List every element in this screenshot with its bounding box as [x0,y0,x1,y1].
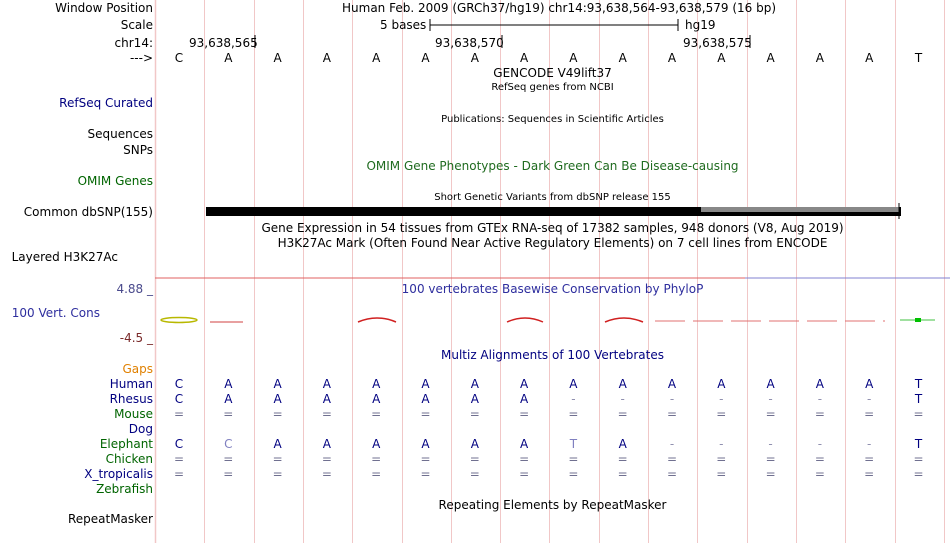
reference-base: C [174,51,184,65]
position-marker-2: 93,638,570 [435,36,504,50]
reference-base: A [865,51,874,65]
alignment-base: - [768,437,773,451]
alignment-base: T [569,437,578,451]
alignment-base: = [272,407,283,421]
alignment-base: = [568,407,579,421]
reference-base: A [717,51,726,65]
vert-cons-label[interactable]: 100 Vert. Cons [11,306,100,320]
reference-base: A [273,51,282,65]
window-position-label: Window Position [55,1,153,15]
repeatmasker-title[interactable]: Repeating Elements by RepeatMasker [438,498,667,512]
repeatmasker-label[interactable]: RepeatMasker [67,512,153,526]
window-position-value: Human Feb. 2009 (GRCh37/hg19) chr14:93,638,564-93,638,579 (16 bp) [342,1,777,15]
alignment-base: - [669,392,675,406]
reference-base: A [224,51,233,65]
alignment-base: A [569,377,578,391]
alignment-base: = [519,467,530,481]
reference-base: A [421,51,430,65]
alignment-base: A [421,377,430,391]
alignment-base: = [666,407,678,421]
alignment-base: A [667,377,677,391]
gtex-title[interactable]: Gene Expression in 54 tissues from GTEx RNA-seq of 17382 samples, 948 donors (V8, Aug 2019) [261,221,844,235]
alignment-base: - [719,437,724,451]
alignment-base: = [371,467,382,481]
alignment-base: = [765,467,776,481]
alignment-base: - [768,392,773,406]
alignment-base: A [815,377,824,391]
alignment-base: A [322,392,331,406]
strand-label: ---> [129,51,153,65]
alignment-base: = [173,467,185,481]
alignment-base: = [223,407,234,421]
alignment-base: = [617,467,628,481]
dbsnp-title[interactable]: Short Genetic Variants from dbSNP release 155 [434,192,671,203]
alignment-base: = [469,467,480,481]
alignment-base: = [223,452,234,466]
h3k27ac-title[interactable]: H3K27Ac Mark (Often Found Near Active Regulatory Elements) on 7 cell lines from ENCODE [277,236,828,250]
position-marker-3: 93,638,575 [683,36,752,50]
alignment-base: = [814,407,825,421]
reference-base: A [766,51,775,65]
alignment-base: = [666,467,678,481]
layered-h3k27ac-label[interactable]: Layered H3K27Ac [11,250,118,264]
alignment-base: A [519,437,529,451]
publications-title[interactable]: Publications: Sequences in Scientific Articles [441,114,664,125]
alignment-base: - [719,392,724,406]
alignment-base: = [617,452,628,466]
alignment-base: = [913,467,924,481]
reference-base: A [519,51,529,65]
alignment-base: = [716,452,727,466]
alignment-base: A [273,377,282,391]
scale-label: Scale [120,18,153,32]
alignment-base: = [568,467,579,481]
alignment-base: = [666,452,678,466]
alignment-base: = [814,467,825,481]
chromosome-label: chr14: [114,36,153,50]
alignment-base: = [617,407,628,421]
alignment-base: - [867,437,872,451]
alignment-base: = [716,467,727,481]
alignment-base: T [914,377,923,391]
alignment-base: = [272,467,283,481]
species-label[interactable]: Dog [128,422,153,436]
reference-base: A [372,51,381,65]
alignment-base: = [519,407,530,421]
conservation-plot [155,308,950,328]
reference-base: A [470,51,479,65]
alignment-base: A [322,437,331,451]
alignment-base: = [765,407,776,421]
alignment-base: - [867,392,872,406]
refseq-subtitle: RefSeq genes from NCBI [491,82,614,93]
dbsnp-feature-bar[interactable] [155,203,950,219]
alignment-base: = [420,407,431,421]
alignment-base: A [273,392,282,406]
gencode-title[interactable]: GENCODE V49lift37 [493,66,612,80]
alignment-base: A [766,377,775,391]
alignment-base: A [618,377,627,391]
alignment-base: = [913,407,924,421]
snps-label[interactable]: SNPs [123,143,153,157]
alignment-base: A [372,437,381,451]
alignment-base: A [470,377,479,391]
position-marker-1: 93,638,565 [189,36,258,50]
alignment-base: A [421,392,430,406]
multiz-title[interactable]: Multiz Alignments of 100 Vertebrates [440,348,665,362]
alignment-base: = [371,452,382,466]
alignment-base: = [173,407,185,421]
alignment-base: = [321,407,332,421]
alignment-base: = [469,407,480,421]
alignment-base: A [865,377,874,391]
alignment-base: = [864,467,875,481]
alignment-base: - [620,392,625,406]
refseq-curated-label[interactable]: RefSeq Curated [59,96,153,110]
alignment-base: A [717,377,726,391]
alignment-base: = [371,407,382,421]
reference-base: A [569,51,578,65]
species-label[interactable]: Rhesus [109,392,153,406]
alignment-base: A [421,437,430,451]
reference-base: A [815,51,824,65]
alignment-base: = [420,452,431,466]
reference-base: A [618,51,627,65]
alignment-base: A [618,437,627,451]
alignment-base: = [420,467,431,481]
alignment-base: = [519,452,530,466]
alignment-base: = [272,452,283,466]
alignment-base: C [174,392,184,406]
species-label[interactable]: Mouse [114,407,153,421]
phylop-title[interactable]: 100 vertebrates Basewise Conservation by PhyloP [401,282,704,296]
alignment-base: = [321,452,332,466]
alignment-base: A [372,377,381,391]
alignment-base: A [224,377,233,391]
reference-base: A [667,51,677,65]
position-ticks [250,34,760,50]
species-label[interactable]: Elephant [99,437,153,451]
alignment-base: - [817,437,823,451]
alignment-base: = [765,452,776,466]
gaps-label: Gaps [122,362,153,376]
alignment-base: A [322,377,331,391]
alignment-base: T [914,437,923,451]
alignment-base: T [914,392,923,406]
omim-genes-label[interactable]: OMIM Genes [77,174,153,188]
species-label[interactable]: Human [109,377,153,391]
alignment-base: = [913,452,924,466]
scale-assembly: hg19 [685,18,716,32]
omim-title[interactable]: OMIM Gene Phenotypes - Dark Green Can Be Disease-causing [366,159,739,173]
species-label[interactable]: Zebrafish [96,482,153,496]
alignment-base: = [814,452,825,466]
sequences-label[interactable]: Sequences [87,127,153,141]
alignment-base: C [174,377,184,391]
alignment-base: A [519,392,529,406]
alignment-base: = [223,467,234,481]
cons-max-label: 4.88 _ [116,282,153,296]
alignment-base: = [864,452,875,466]
alignment-base: C [224,437,233,451]
scale-value: 5 bases [380,18,427,32]
alignment-base: - [571,392,576,406]
alignment-base: = [568,452,579,466]
alignment-base: - [817,392,823,406]
cons-min-label: -4.5 _ [119,331,153,345]
alignment-base: A [224,392,233,406]
alignment-base: A [470,437,479,451]
alignment-base: = [469,452,480,466]
reference-base: A [322,51,331,65]
alignment-base: A [470,392,479,406]
common-dbsnp-label[interactable]: Common dbSNP(155) [23,205,153,219]
alignment-base: C [174,437,184,451]
species-label[interactable]: Chicken [105,452,153,466]
reference-base: T [914,51,923,65]
species-label[interactable]: X_tropicalis [84,467,153,481]
alignment-base: = [173,452,185,466]
alignment-base: = [716,407,727,421]
alignment-base: A [519,377,529,391]
scale-bar [428,18,682,32]
alignment-base: - [669,437,675,451]
alignment-base: A [372,392,381,406]
alignment-base: = [864,407,875,421]
alignment-base: = [321,467,332,481]
alignment-base: A [273,437,282,451]
